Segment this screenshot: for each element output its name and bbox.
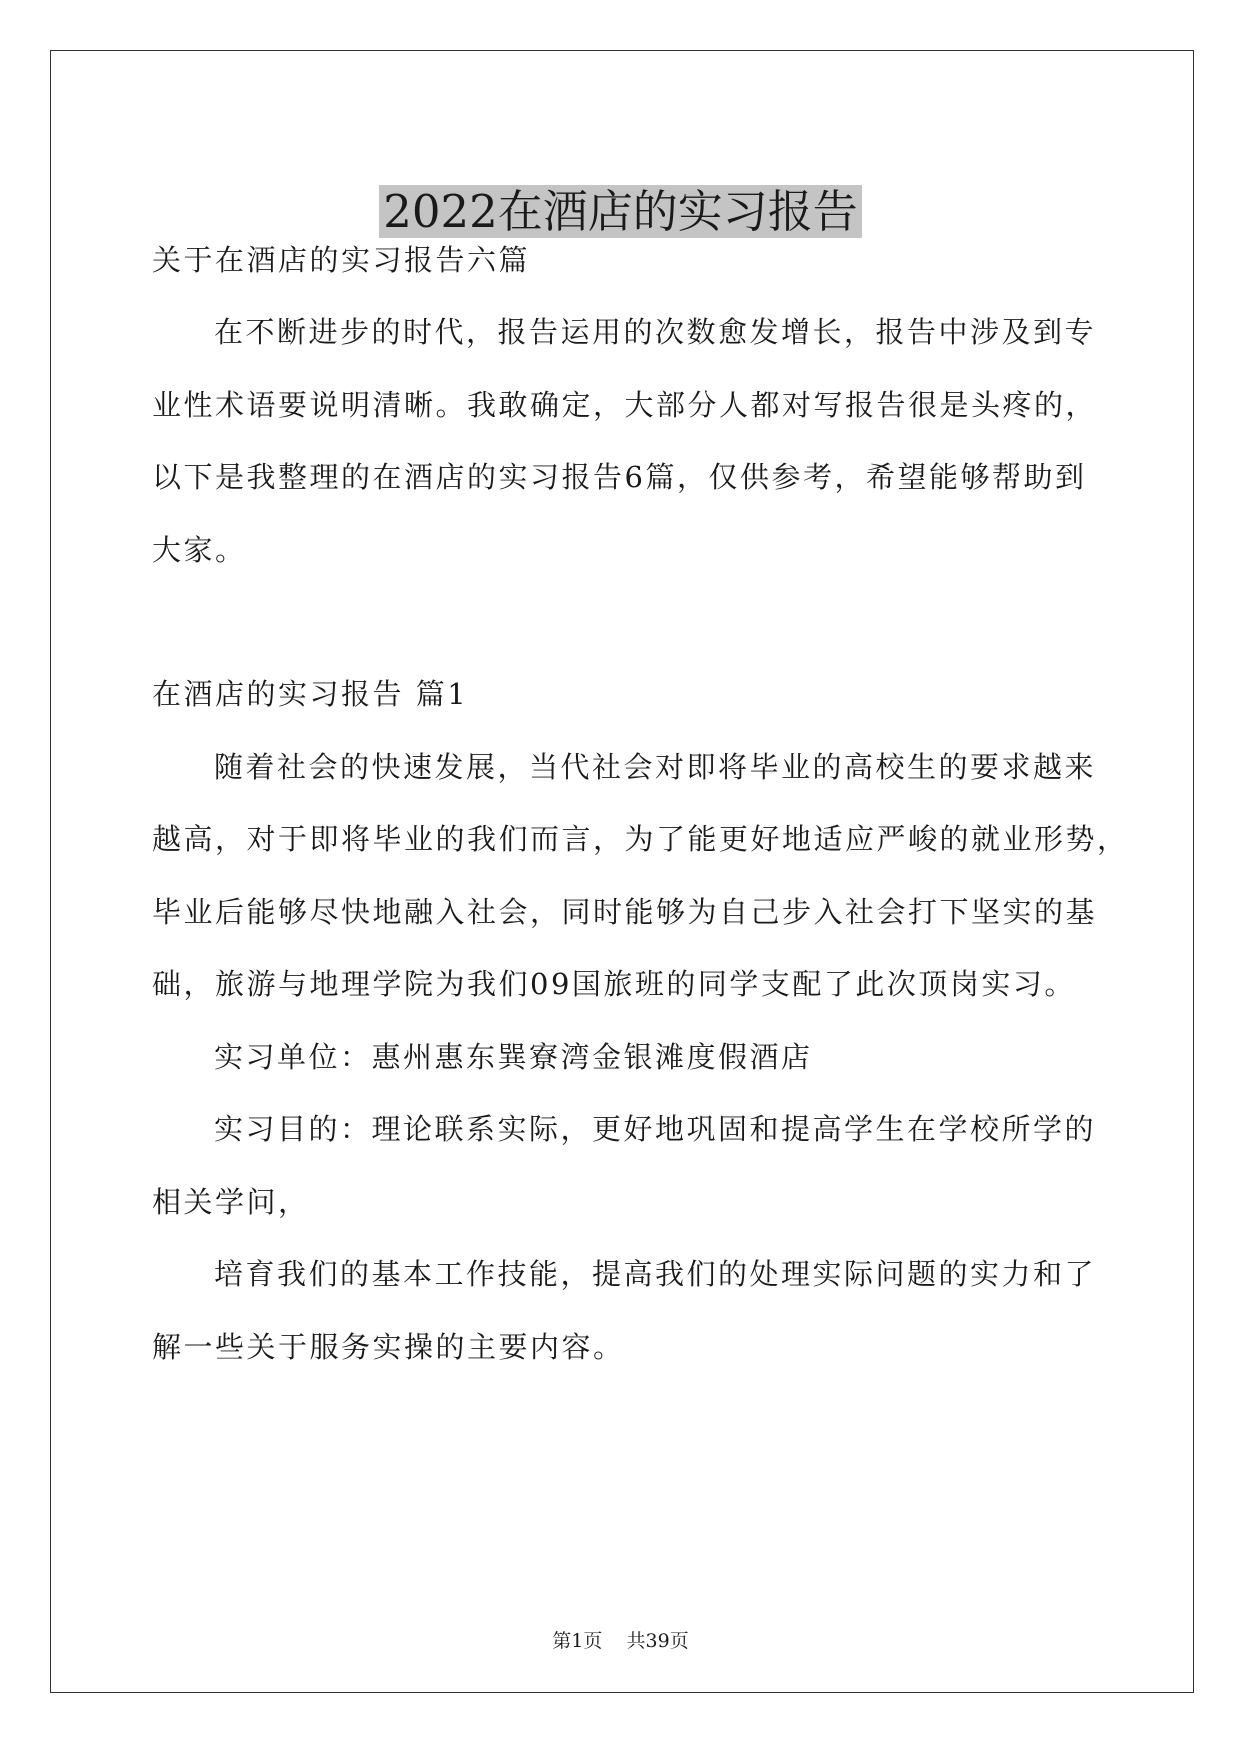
subtitle: 关于在酒店的实习报告六篇 (152, 243, 531, 277)
purpose-line: 相关学问， (152, 1185, 310, 1219)
intro-line: 以下是我整理的在酒店的实习报告6篇，仅供参考，希望能够帮助到 (152, 460, 1087, 494)
purpose-line: 实习目的：理论联系实际，更好地巩固和提高学生在学校所学的 (214, 1112, 1097, 1146)
page-border (50, 50, 1194, 1693)
training-line: 培育我们的基本工作技能，提高我们的处理实际问题的实力和了 (214, 1257, 1097, 1291)
paragraph-line: 毕业后能够尽快地融入社会，同时能够为自己步入社会打下坚实的基 (152, 895, 1098, 929)
title-highlight: 2022在酒店的实习报告 (379, 185, 862, 238)
paragraph-line: 越高，对于即将毕业的我们而言，为了能更好地适应严峻的就业形势， (152, 822, 1129, 856)
section-heading: 在酒店的实习报告 篇1 (152, 677, 469, 711)
unit-line: 实习单位：惠州惠东巽寮湾金银滩度假酒店 (214, 1040, 813, 1074)
intro-line: 业性术语要说明清晰。我敢确定，大部分人都对写报告很是头疼的， (152, 388, 1098, 422)
intro-line: 在不断进步的时代，报告运用的次数愈发增长，报告中涉及到专 (214, 315, 1097, 349)
document-title (0, 182, 1241, 242)
intro-line: 大家。 (152, 533, 247, 567)
paragraph-line: 随着社会的快速发展，当代社会对即将毕业的高校生的要求越来 (214, 750, 1097, 784)
paragraph-line: 础，旅游与地理学院为我们09国旅班的同学支配了此次顶岗实习。 (152, 967, 1076, 1001)
training-line: 解一些关于服务实操的主要内容。 (152, 1330, 625, 1364)
page-number: 第1页 共39页 (552, 1630, 689, 1652)
